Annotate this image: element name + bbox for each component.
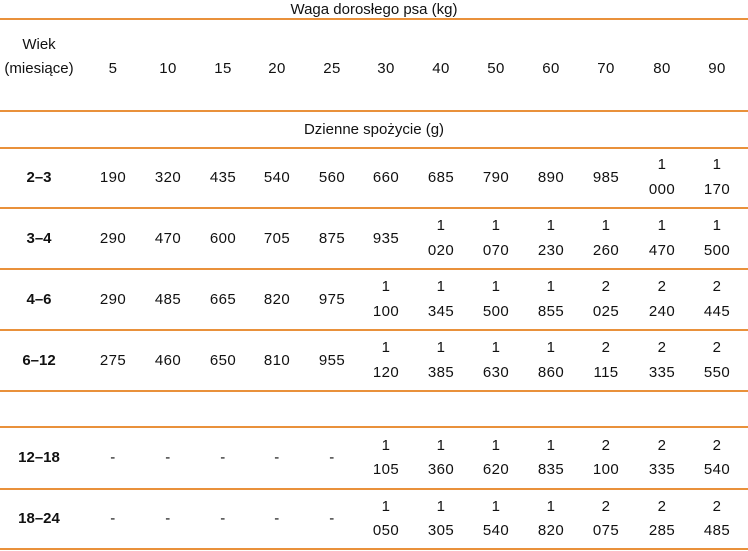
value-cell: 890 bbox=[537, 168, 565, 186]
age-cell: 6–12 bbox=[22, 351, 56, 369]
value-cell: - bbox=[329, 449, 335, 466]
value-cell: - bbox=[165, 449, 171, 466]
value-cell: 2 025 bbox=[592, 278, 620, 320]
separator-line bbox=[0, 329, 748, 331]
value-cell: 1 360 bbox=[427, 436, 455, 478]
value-cell: 820 bbox=[263, 290, 291, 308]
value-cell: 2 075 bbox=[592, 497, 620, 539]
weight-header-cell: 30 bbox=[377, 60, 395, 77]
value-cell: 470 bbox=[154, 229, 182, 247]
value-cell: 1 470 bbox=[648, 217, 676, 259]
age-cell: 4–6 bbox=[26, 290, 52, 308]
value-cell: 2 540 bbox=[703, 436, 731, 478]
value-cell: 2 240 bbox=[648, 278, 676, 320]
value-cell: 1 260 bbox=[592, 217, 620, 259]
separator-line bbox=[0, 390, 748, 392]
value-cell: 1 120 bbox=[372, 339, 400, 381]
value-cell: 2 100 bbox=[592, 436, 620, 478]
value-cell: - bbox=[274, 510, 280, 527]
value-cell: - bbox=[110, 510, 116, 527]
value-cell: 1 630 bbox=[482, 339, 510, 381]
separator-line bbox=[0, 207, 748, 209]
value-cell: 685 bbox=[427, 168, 455, 186]
age-cell: 18–24 bbox=[18, 510, 60, 527]
value-cell: 985 bbox=[592, 168, 620, 186]
weight-header-cell: 10 bbox=[159, 60, 177, 77]
weight-header-cell: 25 bbox=[323, 60, 341, 77]
age-header-line1: Wiek bbox=[22, 36, 56, 53]
value-cell: 485 bbox=[154, 290, 182, 308]
value-cell: 1 345 bbox=[427, 278, 455, 320]
value-cell: 540 bbox=[263, 168, 291, 186]
value-cell: - bbox=[329, 510, 335, 527]
separator-line bbox=[0, 110, 748, 112]
value-cell: 1 105 bbox=[372, 436, 400, 478]
weight-header-cell: 90 bbox=[708, 60, 726, 77]
age-header-line2: (miesiące) bbox=[4, 60, 74, 77]
separator-line bbox=[0, 147, 748, 149]
value-cell: - bbox=[220, 510, 226, 527]
age-cell: 12–18 bbox=[18, 449, 60, 466]
value-cell: 1 855 bbox=[537, 278, 565, 320]
value-cell: 275 bbox=[99, 351, 127, 369]
value-cell: - bbox=[110, 449, 116, 466]
separator-line bbox=[0, 18, 748, 20]
value-cell: 600 bbox=[209, 229, 237, 247]
separator-line bbox=[0, 426, 748, 428]
value-cell: 2 335 bbox=[648, 339, 676, 381]
value-cell: 1 000 bbox=[648, 156, 676, 198]
value-cell: 1 385 bbox=[427, 339, 455, 381]
weight-header-cell: 80 bbox=[653, 60, 671, 77]
weight-header-cell: 15 bbox=[214, 60, 232, 77]
value-cell: 1 835 bbox=[537, 436, 565, 478]
value-cell: 290 bbox=[99, 290, 127, 308]
value-cell: 660 bbox=[372, 168, 400, 186]
value-cell: 190 bbox=[99, 168, 127, 186]
value-cell: 1 540 bbox=[482, 497, 510, 539]
value-cell: 1 020 bbox=[427, 217, 455, 259]
weight-header-cell: 5 bbox=[108, 60, 118, 77]
value-cell: 2 285 bbox=[648, 497, 676, 539]
value-cell: 810 bbox=[263, 351, 291, 369]
weight-header-cell: 70 bbox=[597, 60, 615, 77]
weight-title: Waga dorosłego psa (kg) bbox=[290, 1, 458, 18]
value-cell: 705 bbox=[263, 229, 291, 247]
weight-header-cell: 60 bbox=[542, 60, 560, 77]
value-cell: 1 500 bbox=[703, 217, 731, 259]
value-cell: 955 bbox=[318, 351, 346, 369]
value-cell: - bbox=[220, 449, 226, 466]
age-cell: 3–4 bbox=[26, 229, 52, 247]
value-cell: 1 170 bbox=[703, 156, 731, 198]
separator-line bbox=[0, 488, 748, 490]
value-cell: 1 050 bbox=[372, 497, 400, 539]
value-cell: 1 620 bbox=[482, 436, 510, 478]
value-cell: 975 bbox=[318, 290, 346, 308]
value-cell: 2 445 bbox=[703, 278, 731, 320]
separator-line bbox=[0, 548, 748, 550]
value-cell: 435 bbox=[209, 168, 237, 186]
value-cell: - bbox=[274, 449, 280, 466]
value-cell: 875 bbox=[318, 229, 346, 247]
value-cell: 560 bbox=[318, 168, 346, 186]
value-cell: 665 bbox=[209, 290, 237, 308]
weight-header-cell: 20 bbox=[268, 60, 286, 77]
value-cell: 2 550 bbox=[703, 339, 731, 381]
age-cell: 2–3 bbox=[26, 168, 52, 186]
value-cell: 1 230 bbox=[537, 217, 565, 259]
value-cell: 1 070 bbox=[482, 217, 510, 259]
value-cell: 2 335 bbox=[648, 436, 676, 478]
value-cell: 290 bbox=[99, 229, 127, 247]
value-cell: 935 bbox=[372, 229, 400, 247]
value-cell: - bbox=[165, 510, 171, 527]
value-cell: 1 100 bbox=[372, 278, 400, 320]
value-cell: 790 bbox=[482, 168, 510, 186]
value-cell: 1 500 bbox=[482, 278, 510, 320]
value-cell: 1 860 bbox=[537, 339, 565, 381]
value-cell: 2 115 bbox=[593, 339, 619, 381]
value-cell: 1 305 bbox=[427, 497, 455, 539]
value-cell: 320 bbox=[154, 168, 182, 186]
intake-title: Dzienne spożycie (g) bbox=[303, 121, 445, 138]
value-cell: 1 820 bbox=[537, 497, 565, 539]
value-cell: 2 485 bbox=[703, 497, 731, 539]
value-cell: 460 bbox=[154, 351, 182, 369]
weight-header-cell: 40 bbox=[432, 60, 450, 77]
separator-line bbox=[0, 268, 748, 270]
value-cell: 650 bbox=[209, 351, 237, 369]
weight-header-cell: 50 bbox=[487, 60, 505, 77]
